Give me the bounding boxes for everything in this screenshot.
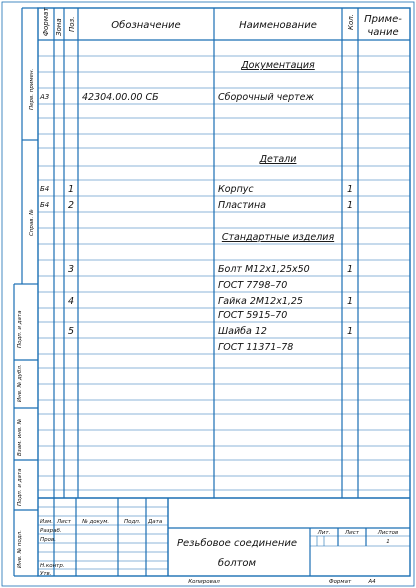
row-qty: 1 xyxy=(346,326,354,337)
row-name: Болт М12х1,25х50 xyxy=(218,264,310,275)
tb-n-kontr: Н.контр. xyxy=(40,563,65,569)
row-name: Пластина xyxy=(218,200,267,211)
tb-doc-name-1: Резьбовое соединение xyxy=(176,538,298,549)
tb-doc-no: № докум. xyxy=(82,519,110,525)
side-label-podp-data-2: Подп. и дата xyxy=(17,468,23,506)
row-format: А3 xyxy=(40,93,50,101)
row-section-title: Стандартные изделия xyxy=(221,232,335,243)
side-label-inv-podl: Инв. № подл. xyxy=(17,530,23,568)
header-qty: Кол. xyxy=(347,14,355,30)
row-pos: 3 xyxy=(67,264,75,275)
header-designation: Обозначение xyxy=(111,20,181,31)
tb-prov: Пров. xyxy=(40,537,56,543)
tb-izm: Изм. xyxy=(40,519,53,525)
row-name: ГОСТ 11371–78 xyxy=(218,342,294,353)
tb-podp: Подп. xyxy=(124,519,141,525)
header-note-1: Приме- xyxy=(364,14,402,25)
side-label-vzam-inv: Взам. инв. № xyxy=(17,418,23,456)
footer-format-value: А4 xyxy=(368,579,376,585)
footer-kopiroval: Копировал xyxy=(188,579,220,585)
row-qty: 1 xyxy=(346,184,354,195)
tb-razrab: Разраб. xyxy=(40,528,62,534)
header-pos: Поз. xyxy=(68,16,76,32)
header-zone: Зона xyxy=(55,18,63,36)
row-pos: 1 xyxy=(67,184,75,195)
row-designation: 42304.00.00 СБ xyxy=(82,92,159,103)
sheet-frame xyxy=(2,2,414,586)
side-label-perv-primen: Перв. примен. xyxy=(29,68,35,110)
row-format: Б4 xyxy=(40,201,50,209)
tb-listov-value: 1 xyxy=(386,539,390,545)
side-labels xyxy=(17,68,35,568)
header-note-2: чание xyxy=(367,27,399,38)
row-name: ГОСТ 5915–70 xyxy=(218,310,288,321)
row-name: ГОСТ 7798–70 xyxy=(218,280,288,291)
row-qty: 1 xyxy=(346,200,354,211)
footer-format: Формат xyxy=(328,579,352,585)
tb-doc-name-2: болтом xyxy=(217,558,257,569)
side-label-sprav-no: Справ. № xyxy=(29,209,35,236)
side-label-inv-dubl: Инв. № дубл. xyxy=(17,364,23,402)
row-format: Б4 xyxy=(40,185,50,193)
sheet-footer xyxy=(188,579,376,585)
row-section-title: Документация xyxy=(241,60,315,71)
tb-list-col: Лист xyxy=(345,530,359,536)
tb-data: Дата xyxy=(148,519,163,525)
row-section-title: Детали xyxy=(259,154,297,165)
row-qty: 1 xyxy=(346,296,354,307)
header-format: Формат xyxy=(42,7,50,36)
tb-utv: Утв. xyxy=(40,571,52,577)
table-header xyxy=(42,7,402,38)
tb-list: Лист xyxy=(57,519,71,525)
row-pos: 2 xyxy=(67,200,75,211)
row-pos: 5 xyxy=(67,326,75,337)
row-name: Корпус xyxy=(218,184,254,195)
row-name: Шайба 12 xyxy=(218,326,267,337)
row-qty: 1 xyxy=(346,264,354,275)
header-name: Наименование xyxy=(239,20,317,31)
tb-lit: Лит. xyxy=(317,530,331,536)
side-label-podp-data-1: Подп. и дата xyxy=(17,310,23,348)
row-name: Гайка 2М12х1,25 xyxy=(218,296,303,307)
tb-listov: Листов xyxy=(377,530,399,536)
row-pos: 4 xyxy=(67,296,75,307)
row-name: Сборочный чертеж xyxy=(218,92,315,103)
